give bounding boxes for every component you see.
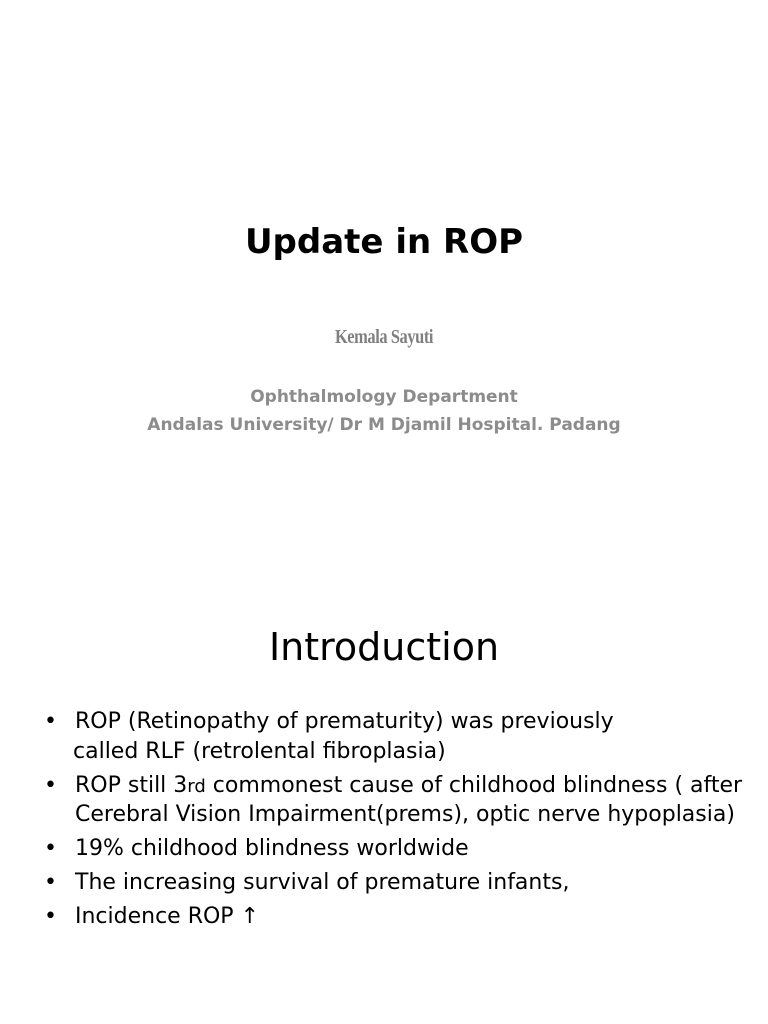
bullet-marker: • [44, 836, 57, 861]
bullet-list [44, 708, 744, 937]
department-line: Ophthalmology Department [250, 387, 518, 407]
list-item [44, 903, 744, 931]
department-block [0, 383, 768, 439]
bullet-text [75, 773, 742, 827]
ordinal-suffix: rd [187, 776, 206, 797]
list-item [44, 772, 744, 829]
bullet-text: ROP (Retinopathy of prematurity) was previously [75, 709, 614, 734]
list-item-continuation [44, 738, 744, 766]
bullet-marker: • [44, 773, 57, 798]
institution-line: Andalas University/ Dr M Djamil Hospital. Padang [147, 415, 621, 435]
list-item [44, 869, 744, 897]
bullet-marker: • [44, 709, 57, 734]
slide-title: Update in ROP [244, 222, 524, 262]
list-item [44, 708, 744, 736]
bullet-marker: • [44, 904, 57, 929]
author-name: Kemala Sayuti [334, 326, 434, 348]
bullet-marker: • [44, 870, 57, 895]
bullet-text: 19% childhood blindness worldwide [75, 836, 469, 861]
bullet-text-part: ROP still 3 [75, 773, 188, 798]
bullet-text-part: commonest cause of childhood blindness ( after Cerebral Vision Impairment(prems), optic nerve hypoplasia) [75, 773, 743, 827]
bullet-text: called RLF (retrolental fibroplasia) [73, 739, 446, 764]
slide-title: Introduction [268, 625, 500, 669]
bullet-text: Incidence ROP ↑ [75, 904, 260, 929]
bullet-text: The increasing survival of premature infants, [75, 870, 570, 895]
introduction-slide [0, 512, 768, 1024]
list-item [44, 835, 744, 863]
